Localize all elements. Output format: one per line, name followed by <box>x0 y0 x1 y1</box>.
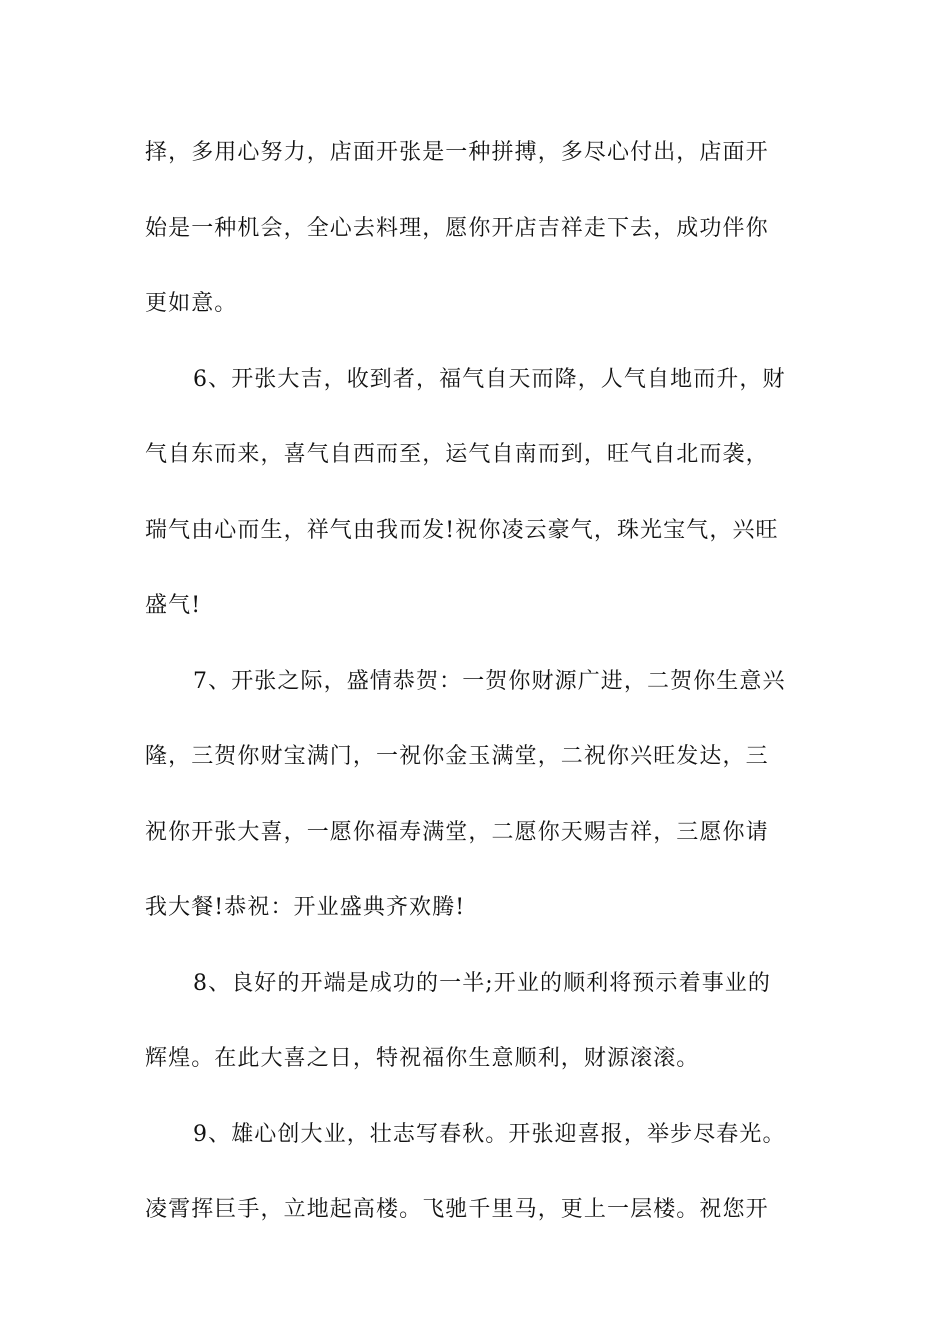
text-line: 更如意。 <box>145 291 238 316</box>
text-line: 6、开张大吉，收到者，福气自天而降，人气自地而升，财 <box>193 366 786 392</box>
text-line: 始是一种机会，全心去料理，愿你开店吉祥走下去，成功伴你 <box>145 215 769 241</box>
text-line: 隆，三贺你财宝满门，一祝你金玉满堂，二祝你兴旺发达，三 <box>145 744 769 769</box>
paragraph-item-9 <box>145 1112 810 1263</box>
paragraph-item-6 <box>145 357 810 659</box>
text-line: 瑞气由心而生，祥气由我而发!祝你凌云豪气，珠光宝气，兴旺 <box>145 517 779 543</box>
text-line: 祝你开张大喜，一愿你福寿满堂，二愿你天赐吉祥，三愿你请 <box>145 819 769 845</box>
text-line: 8、良好的开端是成功的一半;开业的顺利将预示着事业的 <box>193 970 772 996</box>
text-line: 9、雄心创大业，壮志写春秋。开张迎喜报，举步尽春光。 <box>193 1121 786 1147</box>
text-line: 辉煌。在此大喜之日，特祝福你生意顺利，财源滚滚。 <box>145 1046 700 1071</box>
paragraph-item-8 <box>145 961 810 1112</box>
text-line: 7、开张之际，盛情恭贺：一贺你财源广进，二贺你生意兴 <box>193 668 786 694</box>
text-line: 气自东而来，喜气自西而至，运气自南而到，旺气自北而袭， <box>145 442 769 467</box>
text-line: 我大餐!恭祝：开业盛典齐欢腾! <box>145 895 466 920</box>
text-line: 盛气! <box>145 593 202 618</box>
paragraph-continuation <box>145 130 810 357</box>
document-body <box>145 130 810 1263</box>
text-line: 凌霄挥巨手，立地起高楼。飞驰千里马，更上一层楼。祝您开 <box>145 1197 769 1222</box>
paragraph-item-7 <box>145 659 810 961</box>
text-line: 择，多用心努力，店面开张是一种拼搏，多尽心付出，店面开 <box>145 140 769 165</box>
